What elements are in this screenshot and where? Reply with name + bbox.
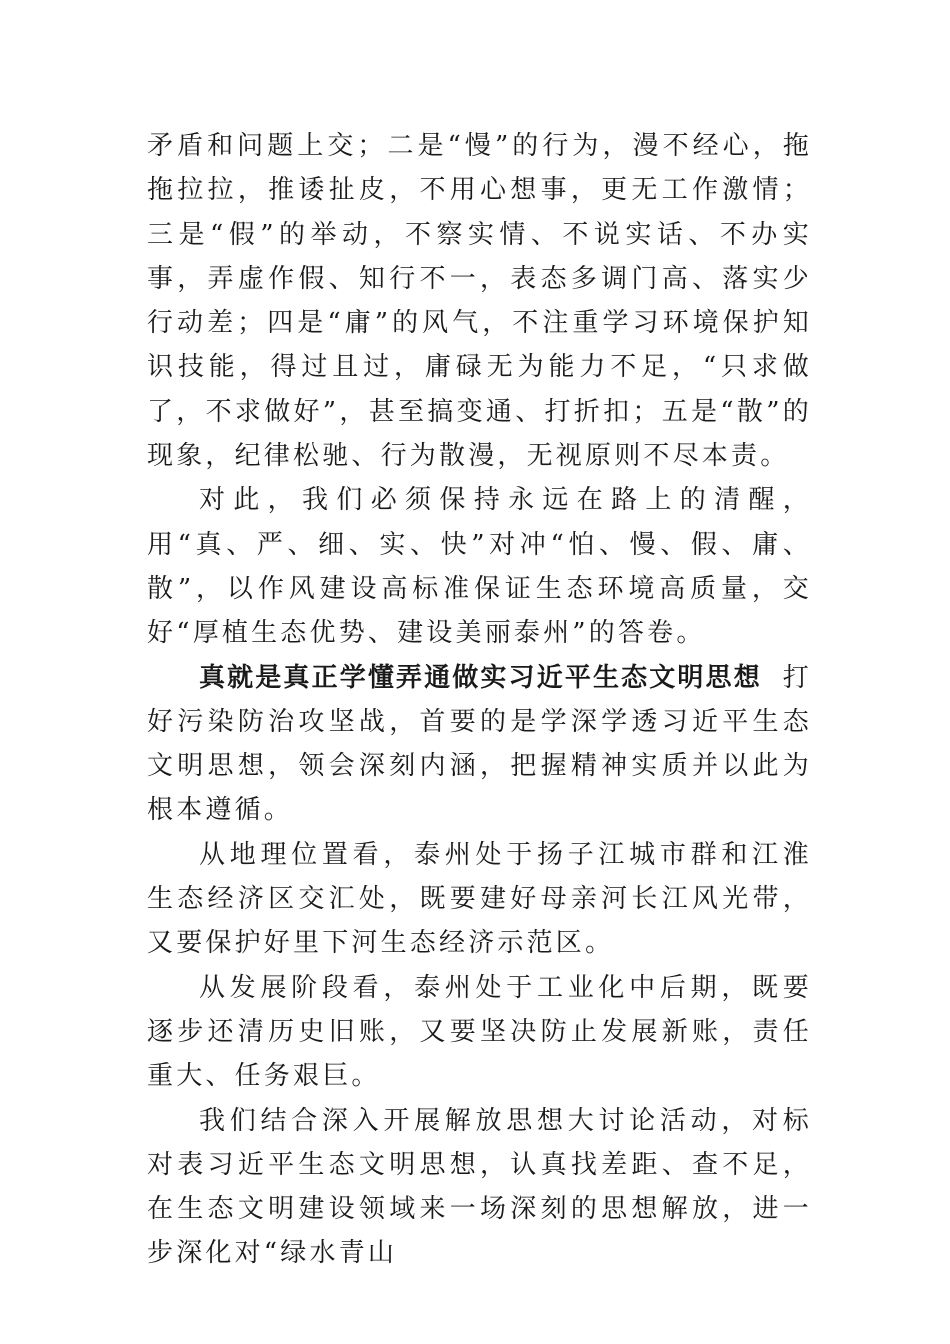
paragraph: 对此，我们必须保持永远在路上的清醒，用“真、严、细、实、快”对冲“怕、慢、假、庸、散”，以作风建设高标准保证生态环境高质量，交好“厚植生态优势、建设美丽泰州”的答卷。	[147, 485, 812, 649]
paragraph: 从地理位置看，泰州处于扬子江城市群和江淮生态经济区交汇处，既要建好母亲河长江风光带，又要保护好里下河生态经济示范区。	[147, 839, 812, 959]
paragraph: 从发展阶段看，泰州处于工业化中后期，既要逐步还清历史旧账，又要坚决防止发展新账，责任重大、任务艰巨。	[147, 972, 812, 1092]
paragraph: 我们结合深入开展解放思想大讨论活动，对标对表习近平生态文明思想，认真找差距、查不足，在生态文明建设领域来一场深刻的思想解放，进一步深化对“绿水青山	[147, 1105, 812, 1269]
section-heading: 真就是真正学懂弄通做实习近平生态文明思想	[199, 662, 762, 693]
paragraph-with-heading	[147, 656, 812, 833]
document-body	[147, 124, 812, 1276]
paragraph-continued: 矛盾和问题上交；二是“慢”的行为，漫不经心，拖拖拉拉，推诿扯皮，不用心想事，更无工作激情；三是“假”的举动，不察实情、不说实话、不办实事，弄虚作假、知行不一，表态多调门高、落实少行动差；四是“庸”的风气，不注重学习环境保护知识技能，得过且过，庸碌无为能力不足，“只求做了，不求做好”，甚至搞变通、打折扣；五是“散”的现象，纪律松驰、行为散漫，无视原则不尽本责。	[147, 131, 812, 472]
paragraph-text: 打好污染防治攻坚战，首要的是学深学透习近平生态文明思想，领会深刻内涵，把握精神实质并以此为根本遵循。	[147, 662, 812, 826]
